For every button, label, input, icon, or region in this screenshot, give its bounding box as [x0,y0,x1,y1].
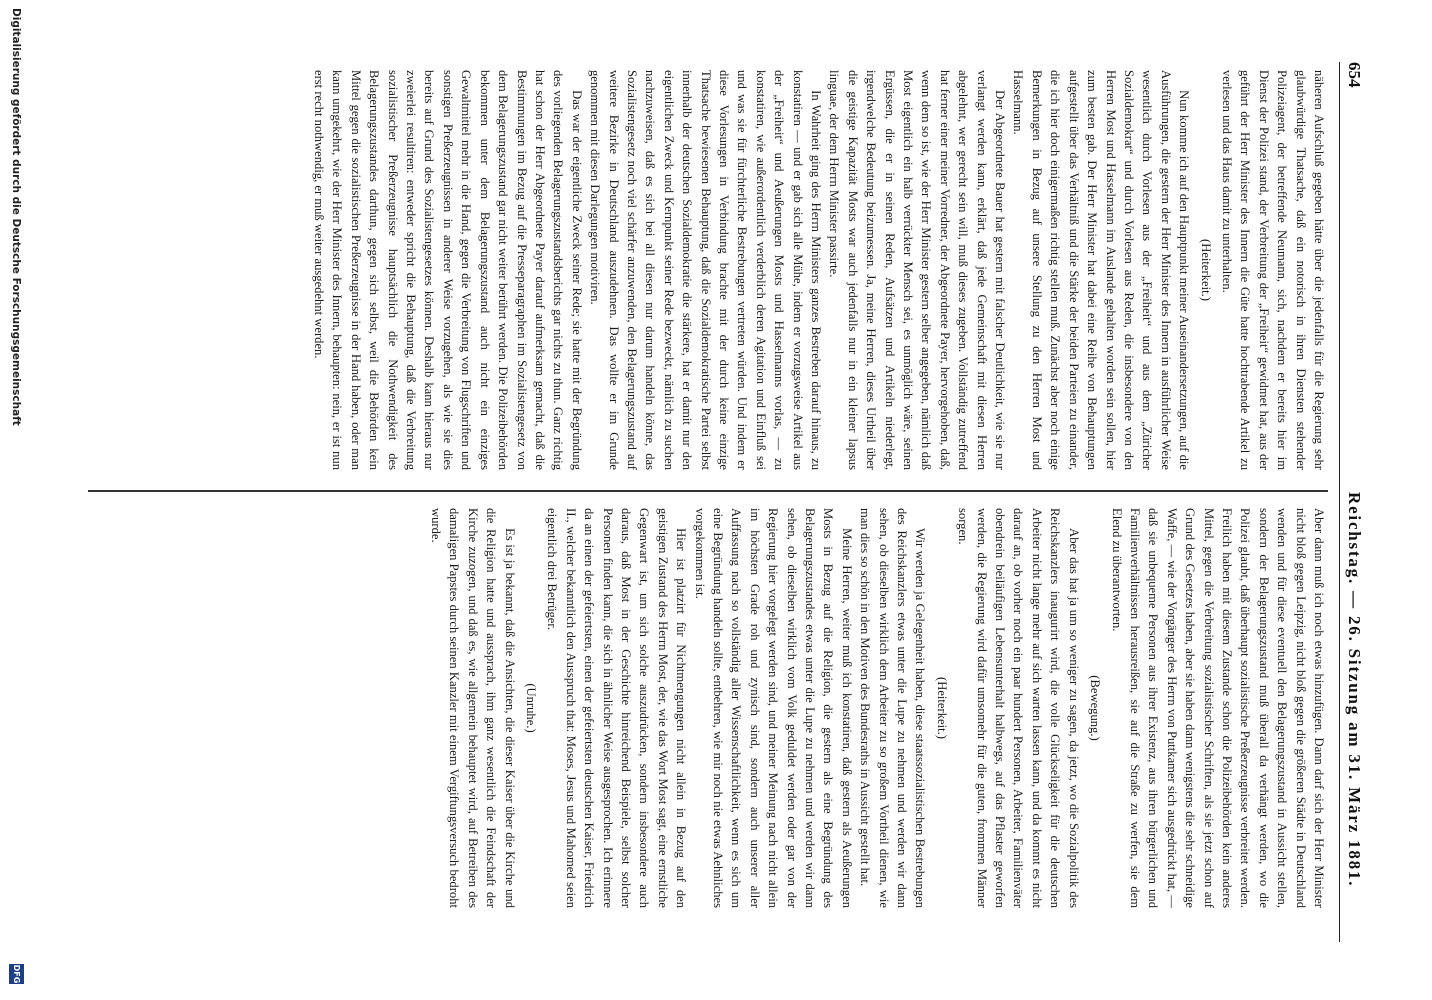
column-divider [88,490,1328,492]
paragraph: Aber dann muß ich noch etwas hinzufügen. Dann darf sich der Herr Minister nicht bloß gegen Leipzig, nicht bloß gegen die größeren Städte in Deutschland wenden und für diese eventuell den Belagerungszustand in Aussicht stellen, sondern der Belagerungszustand muß überall da verhängt werden, wo die Polizei glaubt, daß überhaupt sozialistische Preßerzeugnisse verbreitet werden. Freilich haben mit diesem Zustande schon die Polizeibehörden kein anderes Mittel, gegen die Verbreitung sozialistischer Schriften, als sie jetzt schon auf Grund des Gesetzes haben, aber sie haben dann wenigstens die sehr schneidige Waffe, — wie der Vorgänger des Herrn von Puttkamer sich ausgedrückt hat, — daß sie unbequeme Personen aus ihrer Existenz, aus ihren bürgerlichen und Familienverhältnissen herausreißen, sie auf die Straße zu werfen, sie dem Elend zu überantworten. [1109,508,1326,908]
dfg-logo: DFG [9,964,24,984]
page-header [1339,62,1368,942]
footer-credit: Digitalisierung gefördert durch die Deutsche Forschungsgemeinschaft [10,8,22,426]
page-title: Reichstag. — 26. Sitzung am 31. März 1881. [1345,492,1364,888]
paragraph: Nun komme ich auf den Hauptpunkt meiner Auseinandersetzungen, auf die Ausführungen, die gestern der Herr Minister des Innern in ausführlicher Weise wesentlich durch Vorlesen aus der „Freiheit“ und aus dem „Züricher Sozialdemokrat“ und durch Vorlesen aus Reden, die insbesondere von den Herren Most und Hasselmann im Auslande gehalten worden sein sollen, hier zum besten gab. Der Herr Minister hat dabei eine Reihe von Behauptungen aufgestellt über das Verhältniß und die Stärke der beiden Parteien zu einander, die ich hier doch einigermaßen richtig stellen muß. Zunächst aber noch einige Bemerkungen in Bezug auf unsere Stellung zu den Herren Most und Hasselmann. [1011,70,1192,470]
page-number: 654 [1345,62,1364,88]
paragraph: Hier ist platzirt für Nichtmengungen nicht allein in Bezug auf den geistigen Zustand des Herrn Most, der, wie das Wort Most sagt, eine ernstliche Gegenwart ist, um sich solche auszudrücken, sondern insbesondere auch daraus, daß Most in der Geschichte hinreichend Beispiele, selbst solcher Personen finden kann, die sich in ähnlicher Weise ausgesprochen. Ich erinnere da an einen der gefeiertsten, einen der gefeiertsten deutschen Kaiser, Friedrich II., welcher bekanntlich den Ausspruch that: Moses, Jesus und Mahomed seien eigentlich drei Betrüger. [545,508,689,908]
paragraph: Wir werden ja Gelegenheit haben, diese staatssozialistischen Bestrebungen des Reichskanzlers etwas unter die Lupe zu nehmen und werden wir dann sehen, ob dieselben wirklich dem Arbeiter zu so großem Vortheil dienen, wie man dies so schön in den Motiven des Bundesraths in Aussicht gestellt hat. [858,508,928,908]
paragraph: Aber das hat ja um so weniger zu sagen, da jetzt, wo die Sozialpolitik des Reichskanzlers inaugurirt wird, die volle Glückseligkeit für die deutschen Arbeiter nicht lange mehr auf sich warten lassen kann, und da kommt es nicht darauf an, ob vorher noch ein paar hundert Personen, Arbeiter, Familienväter obendrein beiläufigen Lebensunterhalt halbwegs, auf das Pflaster geworfen werden, die Regierung wird dafür umsomehr für die guten, frommen Männer sorgen. [956,508,1081,908]
paragraph: Meine Herren, weiter muß ich konstatiren, daß gestern als Aeußerungen Mosts in Bezug auf die Religion, die gestern als eine Begründung des Belagerungszustandes etwas unter die Lupe zu nehmen und werden wir dann sehen, ob dieselben wirklich vom Volk geduldet werden oder gar von der Regierung hier vorgelegt werden sind, und meiner Meinung nach nicht allein im höchsten Grade roh und zynisch sind, sondern auch unserer aller Auffassung nach so vollständig aller Wissenschaftlichkeit, wenn es sich um eine Begründung handeln sollte, entbehren, wie mir noch nie etwas Aehnliches vorgekommen ist. [692,508,854,908]
paragraph: Das war der eigentliche Zweck seiner Rede; sie hatte mit der Begründung des vorliegenden Belagerungszustandsberichts gar nichts zu thun. Ganz richtig hat schon der Herr Abgeordnete Payer darauf aufmerksam gemacht, daß die Bestimmungen im Bezug auf die Presseparagraphen im Sozialistengesetz von dem Belagerungszustand gar nicht weiter berührt werden. Die Polizeibehörden bekommen unter dem Belagerungszustand auch nicht ein einziges Gewaltmittel mehr in die Hand, gegen die Verbreitung von Flugschriften und sonstigen Preßerzeugnissen in anderer Weise vorzugehen, als wie sie dies bereits auf Grund des Sozialistengesetzes können. Deshalb kann hieraus nur zweierlei resultiren: entweder spricht die Behauptung, daß die Verbreitung sozialistischer Preßerzeugnisse hauptsächlich die Nothwendigkeit des Belagerungszustandes darthun, gegen sich selbst, weil die Behörden kein Mittel gegen die sozialistischen Preßerzeugnisse in der Hand haben, oder man kann umgekehrt, wie der Herr Minister des Innern, behaupten: nein, er ist nun erst recht nothwendig, er muß weiter ausgedehnt werden. [312,70,584,470]
interjection: (Bewegung.) [1088,675,1103,741]
paragraph: Der Abgeordnete Bauer hat gestern mit falscher Deutlichkeit, wie sie nur verlangt werden kann, erklärt, daß jede Gemeinschaft mit diesen Herren abgelehnt, wer gerecht sein will, muß dieses zugeben. Vollständig zutreffend hat ferner einer meiner Vorredner, der Abgeordnete Payer, hervorgehoben, daß, wenn dem so ist, wie der Herr Minister gestern selber angegeben, nämlich daß Most eigentlich ein halb verrückter Mensch sei, es unmöglich wäre, seinen Ergüssen, die er in seinen Reden, Aufsätzen und Artikeln niederlegt, irgendwelche Bedeutung beizumessen. Ja, meine Herren, dieses Urtheil über die geistige Kapazität Mosts war auch jedenfalls nur in ein kleiner lapsus linguae, der dem Herrn Minister passirte. [827,70,1008,470]
text-column-left [68,70,1328,470]
paragraph: In Wahrheit ging des Herrn Ministers ganzes Bestreben darauf hinaus, zu konstatiren — und er gab sich alle Mühe, indem er vorzugsweise Artikel aus der „Freiheit“ und Aeußerungen Mosts und Hasselmanns vorlas, — zu konstatiren, wie außerordentlich verderblich deren Agitation und Einfluß sei und was sie für fürchterliche Bestrebungen vertreten würden. Und indem er diese Vorlesungen in Verbindung brachte mit der durch keine einzige Thatsache bewiesenen Behauptung, daß die Sozialdemokratische Partei selbst innerhalb der deutschen Sozialdemokratie die stärkere, hat er damit nur den eigentlichen Zweck und Kernpunkt seiner Rede bezweckt, nämlich zu suchen nachzuweisen, daß es sich bei all diesen nur darum handeln könne, das Sozialistengesetz noch viel schärfer anzuwenden, den Belagerungszustand auf weitere Bezirke in Deutschland auszudehnen. Das wollte er im Grunde genommen mit diesen Darlegungen motiviren. [588,70,824,470]
paragraph: näheren Aufschluß gegeben hätte über die jedenfalls für die Regierung sehr glaubwürdige Thatsache, daß ein notorisch in ihren Diensten stehender Polizeiagent, der betreffende Neumann, sich, nachdem er bereits hier im Dienst der Polizei stand, der Verbreitung der „Freiheit“ gewidmet hat, aus der geführt der Herr Minister des Innern die Güte hatte hochtrabende Artikel zu verlesen und das Haus damit zu unterhalten. [1219,70,1326,470]
interjection: (Unruhe.) [523,683,538,733]
digitization-footer [4,8,24,988]
interjection: (Heiterkeit.) [934,677,949,739]
text-column-right [68,508,1328,908]
paragraph: Es ist ja bekannt, daß die Ansichten, die dieser Kaiser über die Kirche und die Religion hatte und aussprach, ihm ganz wesentlich die Feindschaft der Kirche zuzogen, und daß es, wie allgemein behauptet wird, auf Betreiben des damaligen Papstes durch seinen Kanzler mit einem Vergiftungsversuch bedroht wurde. [428,508,517,908]
interjection: (Heiterkeit.) [1198,239,1213,301]
